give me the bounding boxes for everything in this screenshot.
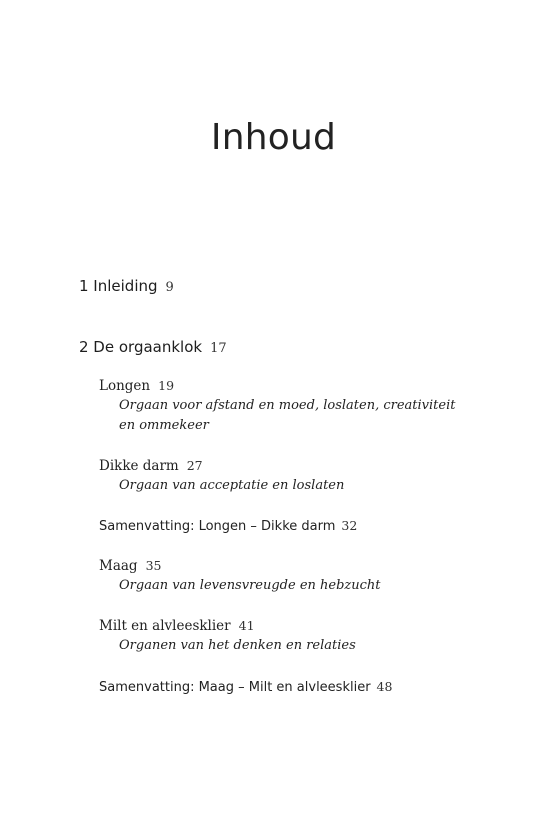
toc-entry-milt-alvleesklier[interactable] — [99, 616, 255, 636]
toc-page-number: 19 — [158, 378, 175, 393]
toc-entry-inleiding[interactable] — [79, 276, 174, 298]
toc-page-number: 32 — [341, 518, 358, 533]
toc-page-number: 41 — [238, 618, 255, 633]
toc-entry-longen[interactable] — [99, 376, 174, 396]
toc-entry-maag[interactable] — [99, 556, 161, 576]
toc-entry-label: Milt en alvleesklier — [99, 618, 231, 634]
toc-page-number: 27 — [186, 458, 203, 473]
toc-page-number: 48 — [376, 679, 393, 694]
toc-entry-label: Samenvatting: Longen – Dikke darm — [99, 519, 336, 534]
toc-entry-subtitle: Orgaan van acceptatie en loslaten — [119, 478, 345, 493]
toc-entry-subtitle: Orgaan van levensvreugde en hebzucht — [119, 578, 381, 593]
toc-page-number: 9 — [165, 280, 174, 295]
toc-entry-label: Dikke darm — [99, 458, 179, 474]
toc-entry-label: 2 De orgaanklok — [79, 338, 203, 356]
toc-entry-dikke-darm[interactable] — [99, 456, 203, 476]
toc-page-number: 17 — [210, 341, 227, 356]
toc-entry-subtitle: en ommekeer — [119, 418, 209, 433]
toc-entry-label: Maag — [99, 558, 138, 574]
toc-entry-subtitle: Organen van het denken en relaties — [119, 638, 356, 653]
toc-entry-subtitle: Orgaan voor afstand en moed, loslaten, creativiteit — [119, 398, 456, 413]
toc-entry-label: Longen — [99, 378, 151, 394]
toc-page-number: 35 — [145, 558, 162, 573]
toc-entry-label: Samenvatting: Maag – Milt en alvleesklier — [99, 680, 371, 695]
toc-entry-samenvatting-maag[interactable] — [99, 677, 392, 698]
toc-entry-samenvatting-longen[interactable] — [99, 516, 357, 537]
page-title: Inhoud — [210, 117, 337, 158]
toc-entry-orgaanklok[interactable] — [79, 337, 227, 359]
toc-entry-label: 1 Inleiding — [79, 277, 158, 295]
